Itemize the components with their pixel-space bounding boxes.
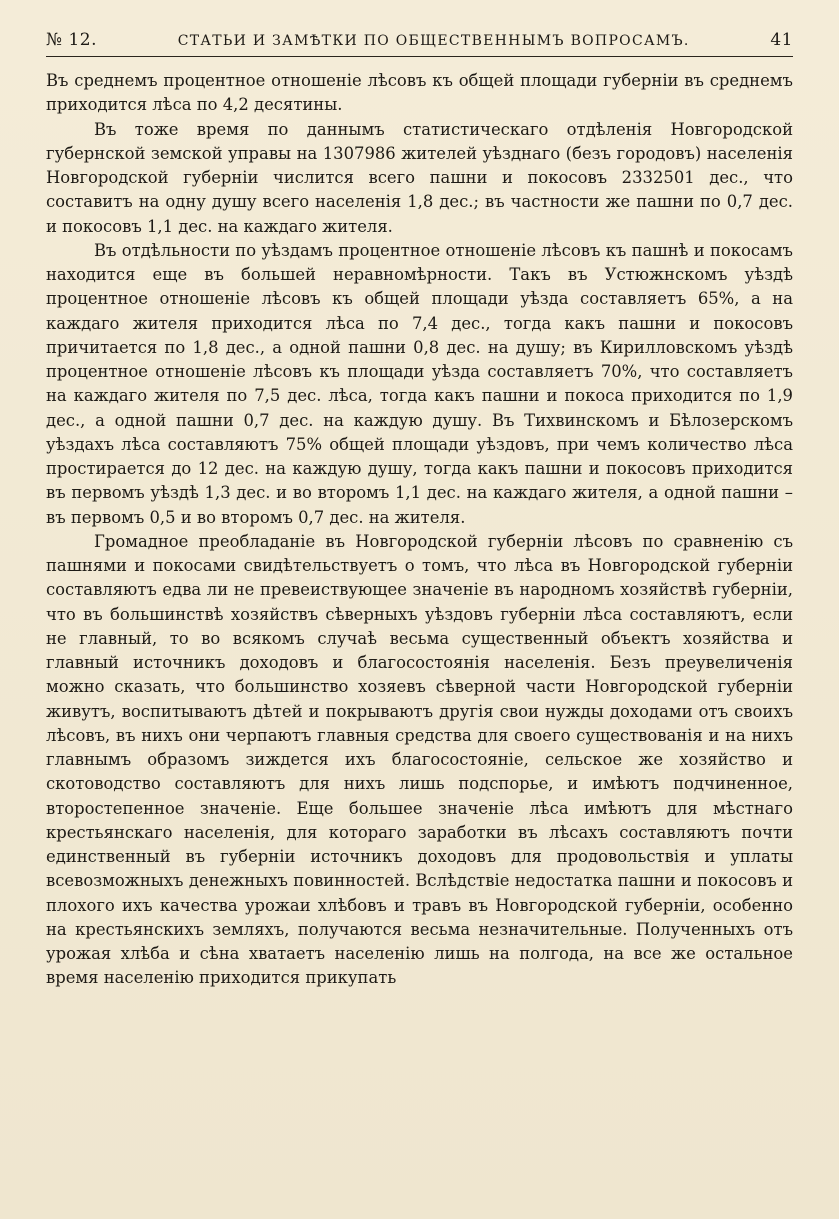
paragraph: Въ тоже время по даннымъ статистическаго отдѣленія Новгородской губернской земской управы на 1307986 жителей уѣзднаго (безъ городовъ) населенія Новгородской губерніи числится всего пашни и покосовъ 2332501 дес., что составитъ на одну душу всего населенія 1,8 дес.; въ частности же пашни по 0,7 дес. и покосовъ 1,1 дес. на каждаго жителя. xyxy=(46,119,793,236)
issue-number: № 12. xyxy=(46,30,98,50)
paragraph: Въ отдѣльности по уѣздамъ процентное отношеніе лѣсовъ къ пашнѣ и покосамъ находится еще въ большей неравномѣрности. Такъ въ Устюжнскомъ уѣздѣ процентное отношеніе лѣсовъ къ общей площади уѣзда составляетъ 65%, а на каждаго жителя приходится лѣса по 7,4 дес., тогда какъ пашни и покосовъ причитается по 1,8 дес., а одной пашни 0,8 дес. на душу; въ Кирилловскомъ уѣздѣ процентное отношеніе лѣсовъ къ площади уѣзда составляетъ 70%, что составляетъ на каждаго жителя по 7,5 дес. лѣса, тогда какъ пашни и покоса приходится по 1,9 дес., а одной пашни 0,7 дес. на каждую душу. Въ Тихвинскомъ и Бѣлозерскомъ уѣздахъ лѣса составляютъ 75% общей площади уѣздовъ, при чемъ количество лѣса простирается до 12 дес. на каждую душу, тогда какъ пашни и покосовъ приходится въ первомъ уѣздѣ 1,3 дес. и во второмъ 1,1 дес. на каждаго жителя, а одной пашни – въ первомъ 0,5 и во второмъ 0,7 дес. на жителя. xyxy=(46,240,793,527)
paragraph: Въ среднемъ процентное отношеніе лѣсовъ къ общей площади губерніи въ среднемъ приходится лѣса по 4,2 десятины. xyxy=(46,71,793,115)
article-body xyxy=(46,69,793,991)
running-header xyxy=(46,30,793,57)
running-title: СТАТЬИ И ЗАМѢТКИ ПО ОБЩЕСТВЕННЫМЪ ВОПРОСАМЪ. xyxy=(177,33,690,49)
page-number: 41 xyxy=(770,30,793,50)
paragraph: Громадное преобладаніе въ Новгородской губерніи лѣсовъ по сравненію съ пашнями и покосами свидѣтельствуетъ о томъ, что лѣса въ Новгородской губерніи составляютъ едва ли не превеиствующее значеніе въ народномъ хозяйствѣ губерніи, что въ большинствѣ хозяйствъ сѣверныхъ уѣздовъ губерніи лѣса составляютъ, если не главный, то во всякомъ случаѣ весьма существенный объектъ хозяйства и главный источникъ доходовъ и благосостоянія населенія. Безъ преувеличенія можно сказать, что большинство хозяевъ сѣверной части Новгородской губерніи живутъ, воспитываютъ дѣтей и покрываютъ другія свои нужды доходами отъ своихъ лѣсовъ, въ нихъ они черпаютъ главныя средства для своего существованія и на нихъ главнымъ образомъ зиждется ихъ благосостояніе, сельское же хозяйство и скотоводство составляютъ для нихъ лишь подспорье, и имѣютъ подчиненное, второстепенное значеніе. Еще большее значеніе лѣса имѣютъ для мѣстнаго крестьянскаго населенія, для котораго заработки въ лѣсахъ составляютъ почти единственный въ губерніи источникъ доходовъ для продовольствія и уплаты всевозможныхъ денежныхъ повинностей. Вслѣдствіе недостатка пашни и покосовъ и плохого ихъ качества урожаи хлѣбовъ и травъ въ Новгородской губерніи, особенно на крестьянскихъ земляхъ, получаются весьма незначительные. Полученныхъ отъ урожая хлѣба и сѣна хватаетъ населенію лишь на полгода, на все же остальное время населенію приходится прикупать xyxy=(46,531,793,988)
